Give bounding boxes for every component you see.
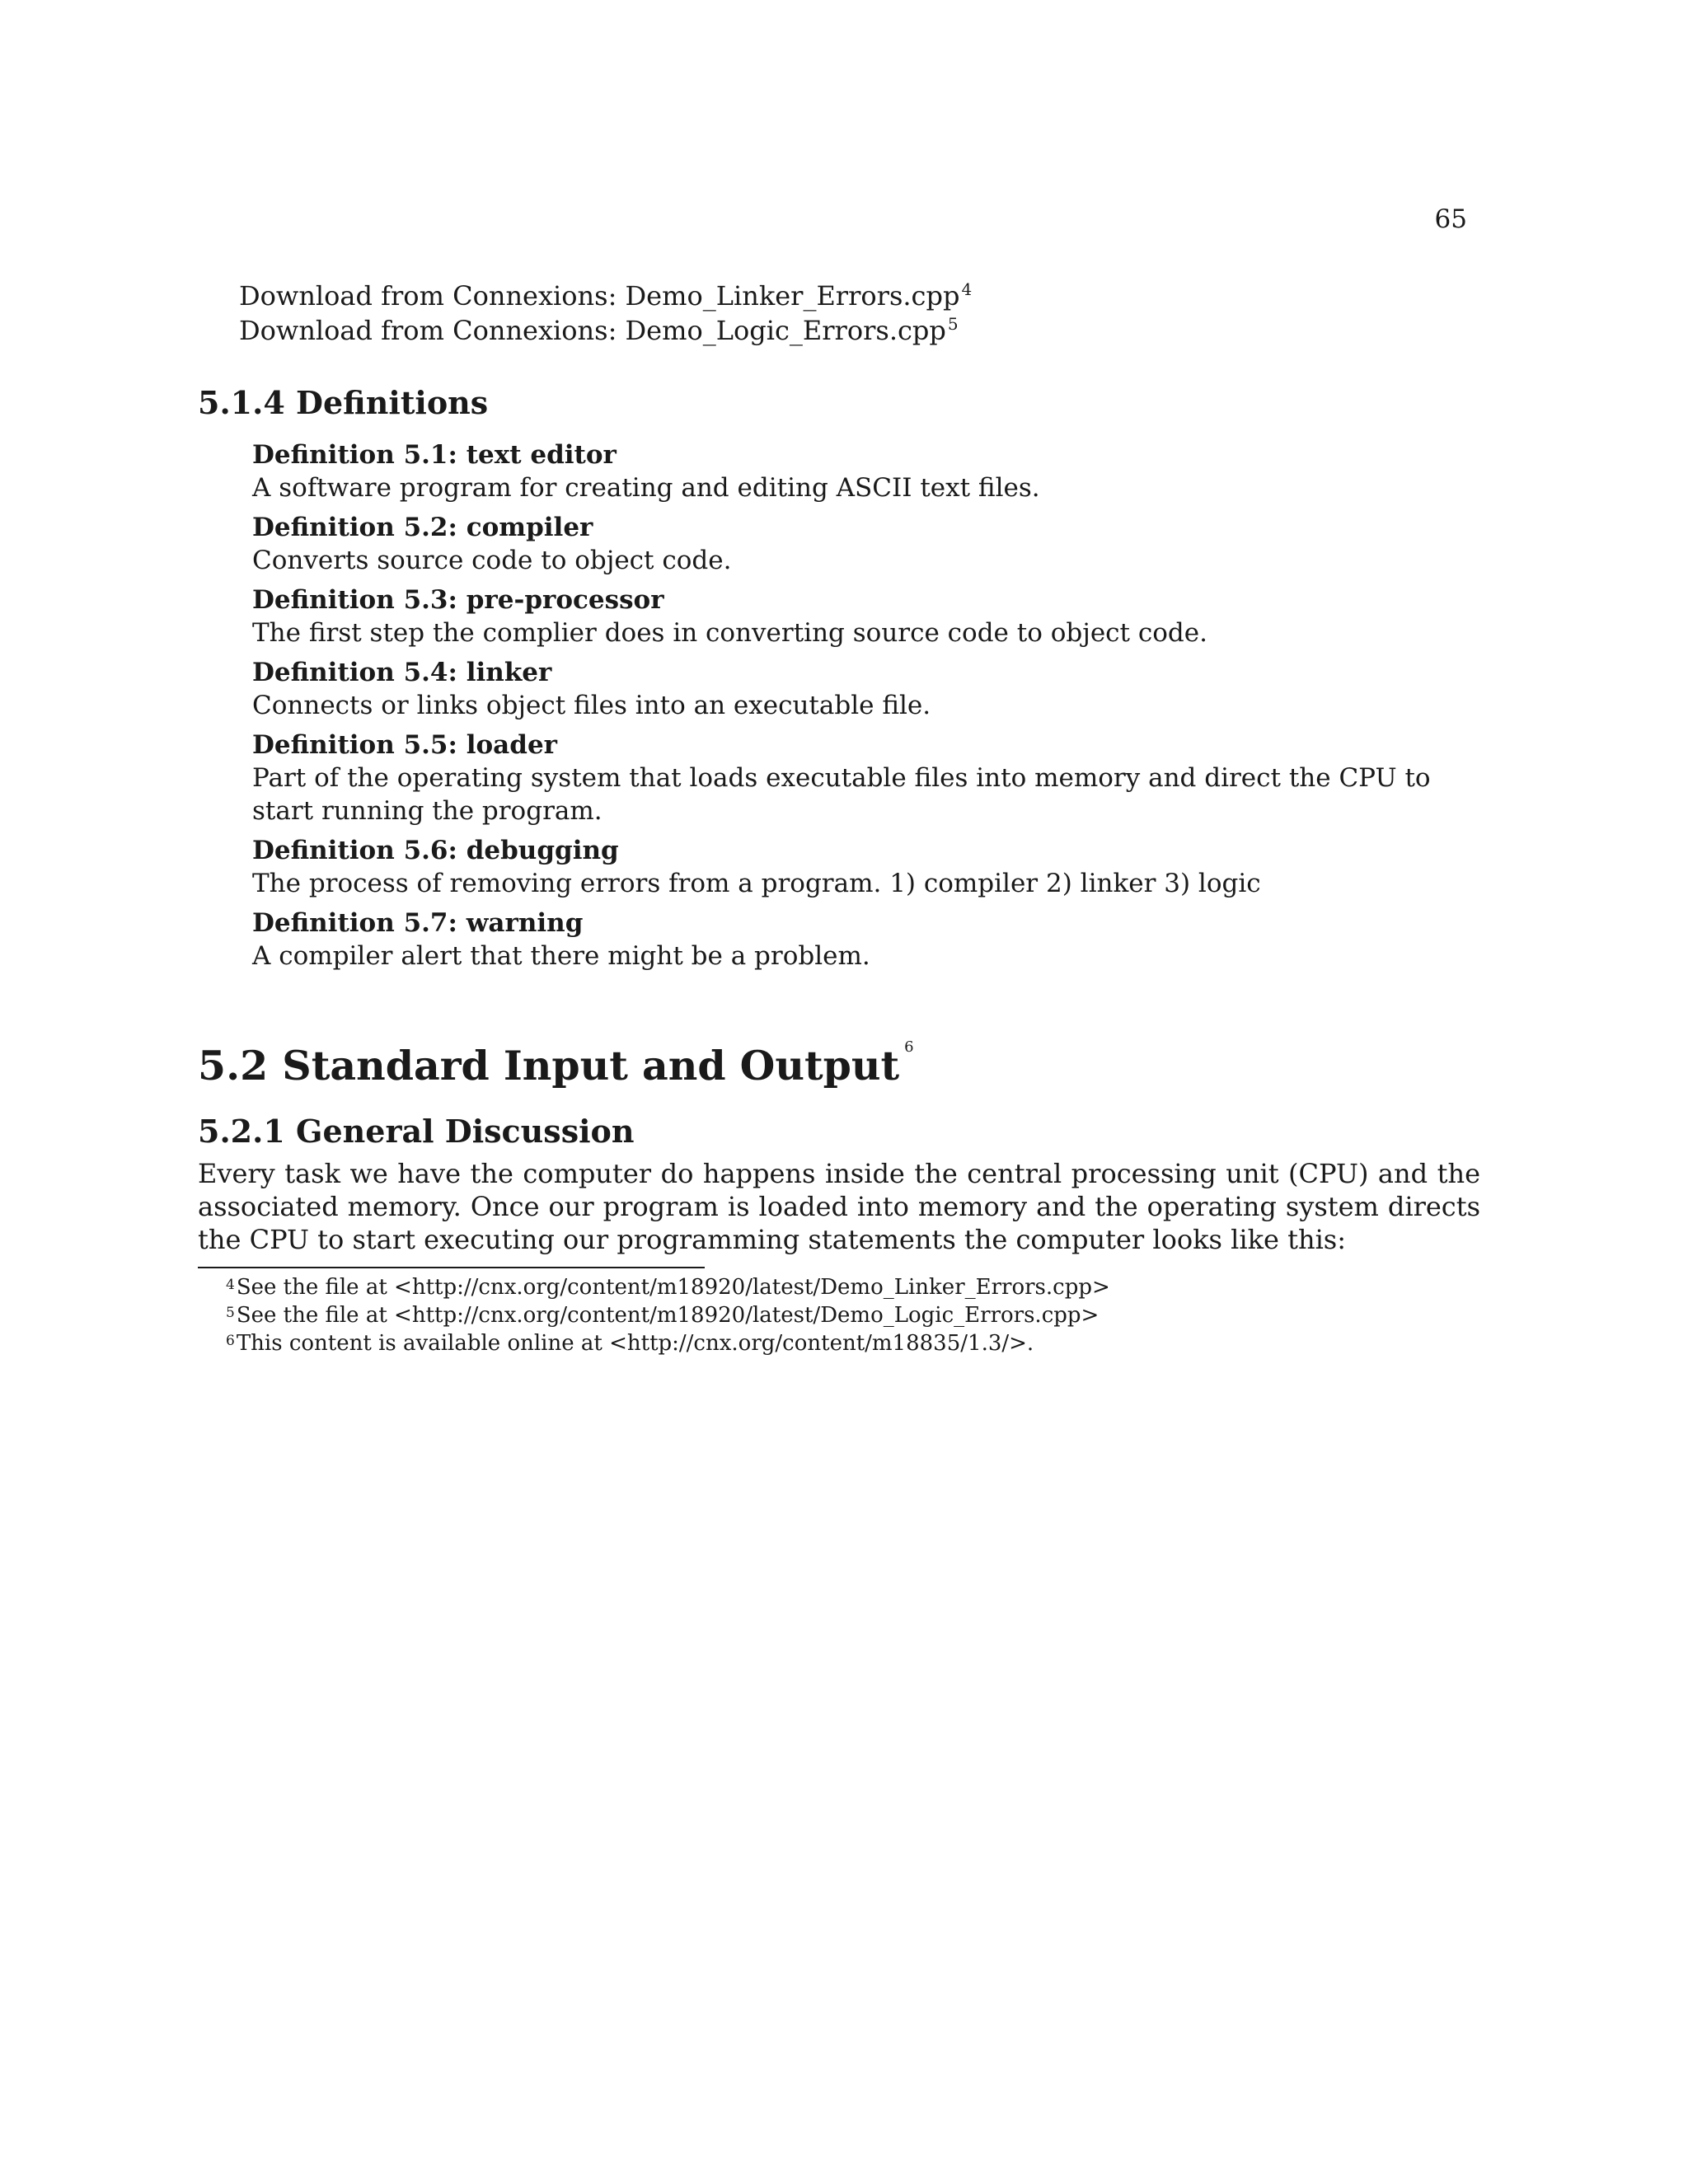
download-link-text[interactable]: Download from Connexions: Demo_Linker_Errors.cpp — [239, 280, 960, 312]
footnote-item — [226, 1301, 1110, 1329]
definition-term: Definition 5.7: warning — [252, 908, 584, 938]
body-paragraph: Every task we have the computer do happens inside the central processing unit (CPU) and the associated memory. Once our program is loaded into memory and the operating system directs the CPU to start executing our programming statements the computer looks like this: — [198, 1158, 1480, 1255]
definition-term: Definition 5.5: loader — [252, 730, 558, 760]
definition-term: Definition 5.1: text editor — [252, 440, 617, 470]
section-title: 5.2 Standard Input and Output — [198, 1042, 900, 1090]
footnote-mark: 4 — [226, 1277, 235, 1293]
definition-text: The first step the complier does in converting source code to object code. — [252, 618, 1207, 648]
footnote-ref[interactable]: 5 — [947, 314, 959, 334]
footnote-mark: 6 — [226, 1333, 235, 1349]
definition-text: A software program for creating and editing ASCII text files. — [252, 473, 1040, 503]
definition-text: Connects or links object files into an executable file. — [252, 691, 931, 720]
definition-term: Definition 5.3: pre-processor — [252, 585, 664, 615]
definitions-list — [252, 438, 1472, 979]
footnote-mark: 5 — [226, 1305, 235, 1321]
definition-item — [252, 656, 1472, 722]
section-heading-definitions: 5.1.4 Definitions — [198, 384, 489, 421]
definition-item — [252, 834, 1472, 900]
footnote-text[interactable]: See the file at <http://cnx.org/content/m18920/latest/Demo_Linker_Errors.cpp> — [236, 1275, 1110, 1300]
footnote-divider — [198, 1267, 705, 1268]
download-logic-errors — [239, 313, 972, 348]
definition-text: A compiler alert that there might be a problem. — [252, 941, 870, 971]
footnotes — [226, 1273, 1110, 1357]
page-number: 65 — [1434, 204, 1467, 234]
definition-term: Definition 5.4: linker — [252, 658, 552, 687]
footnote-item — [226, 1329, 1110, 1357]
definition-item — [252, 583, 1472, 649]
definition-item — [252, 907, 1472, 972]
definition-term: Definition 5.2: compiler — [252, 513, 593, 542]
section-heading-general-discussion: 5.2.1 General Discussion — [198, 1113, 635, 1150]
footnote-text[interactable]: See the file at <http://cnx.org/content/m18920/latest/Demo_Logic_Errors.cpp> — [236, 1303, 1100, 1328]
download-linker-errors — [239, 279, 972, 313]
definition-text: Converts source code to object code. — [252, 546, 732, 575]
footnote-ref[interactable]: 4 — [961, 279, 973, 299]
definition-item — [252, 729, 1472, 827]
definition-item — [252, 511, 1472, 577]
footnote-ref[interactable]: 6 — [904, 1038, 914, 1056]
footnote-item — [226, 1273, 1110, 1301]
definition-text: Part of the operating system that loads executable files into memory and direct the CPU to start running the program. — [252, 763, 1431, 826]
definition-text: The process of removing errors from a program. 1) compiler 2) linker 3) logic — [252, 869, 1261, 898]
download-link-text[interactable]: Download from Connexions: Demo_Logic_Errors.cpp — [239, 315, 946, 346]
definition-item — [252, 438, 1472, 504]
definition-term: Definition 5.6: debugging — [252, 836, 619, 865]
download-list — [239, 279, 972, 348]
footnote-text[interactable]: This content is available online at <http://cnx.org/content/m18835/1.3/>. — [236, 1331, 1034, 1356]
section-heading-standard-io — [198, 1038, 914, 1090]
